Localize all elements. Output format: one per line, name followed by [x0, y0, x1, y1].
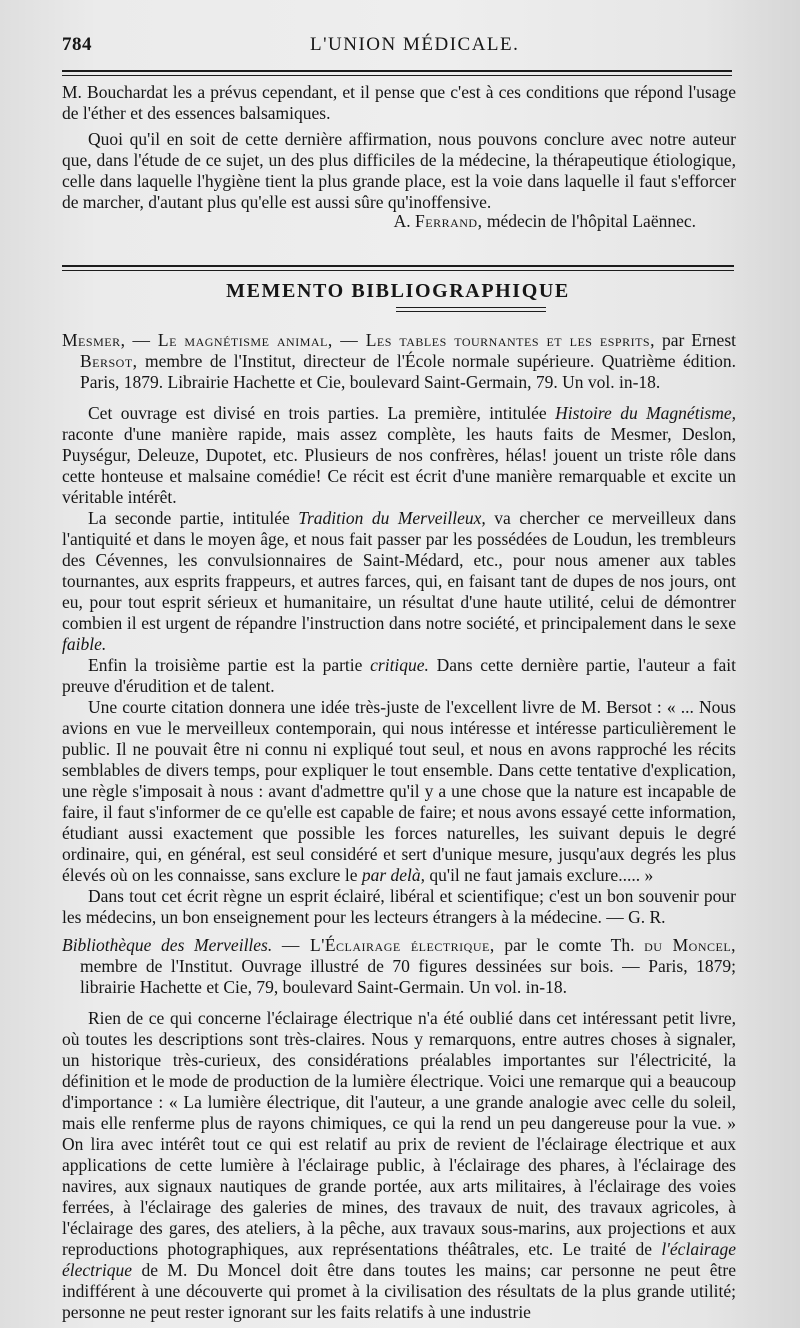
entry-heading	[62, 330, 736, 393]
book-part-title: Tradition du Merveilleux,	[298, 508, 486, 528]
text-run: Cet ouvrage est divisé en trois parties. La première, intitulée	[88, 403, 547, 423]
section-title: MEMENTO BIBLIOGRAPHIQUE	[226, 280, 570, 302]
page-number: 784	[62, 34, 92, 55]
text-run: Rien de ce qui concerne l'éclairage électrique n'a été oublié dans cet intéressant petit livre, où toutes les descriptions sont très-claires. Nous y remarquons, entre autres choses à signaler, un historique très-curieux, des considérations préalables importantes sur l'électricité, la définition et le mode de production de la lumière électrique. Voici une remarque qui a beaucoup d'importance : « La lumière électrique, dit l'auteur, a une grande analogie avec celle du soleil, mais elle renferme plus de rayons chimiques, ce qui la rend un peu dangereuse pour la vue. » On lira avec intérêt tout ce qui est relatif au prix de revient de l'éclairage électrique et aux applications de cette lumière à l'éclairage public, à l'éclairage des phares, à l'éclairage des navires, aux signaux nautiques de grande portée, aux arts militaires, à l'éclairage des voies ferrées, à l'éclairage des galeries de mines, des travaux de nuit, des travaux agricoles, à l'éclairage des gares, des ateliers, à la pêche, aux travaux sous-marins, aux projections et aux reproductions photographiques, aux représentations théâtrales, etc. Le traité de	[62, 1008, 736, 1259]
signature	[62, 211, 736, 232]
paragraph	[62, 697, 736, 886]
section-rule-thin	[62, 270, 734, 271]
entry-author: Mesmer,	[62, 330, 126, 350]
entry-by: par Ernest	[661, 330, 736, 350]
text-run: raconte d'une manière rapide, mais assez complète, les hauts faits de Mesmer, Deslon, Puységur, Deleuze, Dupotet, etc. Plusieurs de nos confrères, hélas! jouent un triste rôle dans cette honteuse et malsaine comédie! Ce récit est écrit d'une manière remarquable et excite un véritable intérêt.	[62, 424, 736, 507]
title-rule	[396, 307, 546, 308]
entry-details: membre de l'Institut, directeur de l'École normale supérieure. Quatrième édition. Paris, 1879. Librairie Hachette et Cie, boulevard Saint-Germain, 79. Un vol. in-18.	[80, 351, 736, 392]
title-rule-thin	[396, 311, 546, 312]
entry-title: — Le magnétisme animal, — Les tables tournantes et les esprits,	[132, 330, 655, 350]
paragraph	[62, 1008, 736, 1323]
book-part-title: Histoire du Magnétisme,	[555, 403, 737, 423]
section-rule	[62, 265, 734, 267]
emphasis: par delà,	[361, 865, 426, 885]
header-rule	[62, 70, 732, 72]
entry-author-name: Bersot,	[80, 351, 138, 371]
paragraph	[62, 403, 736, 508]
emphasis: l'éclairage électrique	[62, 1239, 737, 1280]
entry-by: par le comte Th.	[504, 935, 635, 955]
entry-series: Bibliothèque des Merveilles.	[62, 935, 273, 955]
paragraph: Quoi qu'il en soit de cette dernière affirmation, nous pouvons conclure avec notre auteur que, dans l'étude de ce sujet, un des plus difficiles de la médecine, la thérapeutique étiologique, celle dans laquelle l'hygiène tient la plus grande place, est la voie dans laquelle il faut s'efforcer de marcher, d'autant plus qu'elle est aussi sûre qu'inoffensive.	[62, 129, 736, 212]
bibliographic-entry-eclairage	[62, 935, 736, 1323]
text-run: Enfin la troisième partie est la partie	[88, 655, 363, 675]
running-header	[62, 34, 732, 60]
bibliographic-entry-mesmer	[62, 330, 736, 928]
journal-title: L'UNION MÉDICALE.	[310, 34, 520, 55]
quotation-end: qu'il ne faut jamais exclure..... »	[429, 865, 654, 885]
paragraph: Dans tout cet écrit règne un esprit éclairé, libéral et scientifique; c'est un bon souvenir pour les médecins, un bon enseignement pour les lecteurs étrangers à la médecine. — G. R.	[62, 886, 736, 927]
paragraph	[62, 655, 736, 697]
paragraph: M. Bouchardat les a prévus cependant, et il pense que c'est à ces conditions que répond l'usage de l'éther et des essences balsamiques.	[62, 82, 736, 123]
paragraph	[62, 508, 736, 655]
emphasis: faible.	[62, 634, 107, 654]
header-rule-thin	[62, 75, 732, 76]
emphasis: critique.	[370, 655, 429, 675]
signature-initial: A.	[393, 211, 411, 231]
text-run: va chercher ce merveilleux dans l'antiquité et dans le moyen âge, et nous fait passer par les possédées de Loudun, les trembleurs des Cévennes, les convulsionnaires de Saint-Médard, etc., pour nous amener aux tables tournantes, aux esprits frappeurs, et autres farces, qui, en faisant tant de dupes de nos jours, ont eu, pour tout esprit sérieux et humanitaire, un résultat d'une haute utilité, celui de démontrer combien il est urgent de répandre l'instruction dans notre société, et principalement dans le sexe	[62, 508, 737, 633]
article-conclusion	[62, 82, 736, 232]
text-run: La seconde partie, intitulée	[88, 508, 290, 528]
entry-heading	[62, 935, 736, 998]
text-run: Dans cette dernière partie, l'auteur a fait preuve d'érudition et de talent.	[62, 655, 737, 696]
entry-title: — L'Éclairage électrique,	[281, 935, 495, 955]
text-run: de M. Du Moncel doit être dans toutes les mains; car personne ne peut être indifférent à une découverte qui promet à la civilisation des résultats de la plus grande utilité; personne ne peut rester ignorant sur les faits relatifs à une industrie	[62, 1260, 737, 1322]
entry-details: membre de l'Institut. Ouvrage illustré de 70 figures dessinées sur bois. — Paris, 1879; librairie Hachette et Cie, 79, boulevard Saint-Germain. Un vol. in-18.	[80, 956, 736, 997]
signature-affiliation: médecin de l'hôpital Laënnec.	[486, 211, 696, 231]
signature-name: Ferrand,	[415, 211, 483, 231]
quotation: Une courte citation donnera une idée très-juste de l'excellent livre de M. Bersot : « ... Nous avions en vue le merveilleux contemporain, qui nous intéresse et intéresse particulièrement le public. Il ne pouvait être ni connu ni expliqué tout seul, et nous en avons rapproché les récits semblables de divers temps, pour expliquer le tout ensemble. Dans cette tentative d'explication, une règle s'imposait à nous : avant d'admettre qu'il y a une chose que la nature est incapable de faire, il faut s'informer de ce qu'elle est capable de faire; et nous avons essayé cette information, étudiant aussi exactement que possible les forces naturelles, les suivant depuis le degré ordinaire, qui, en général, est seul considéré et sert d'unique mesure, jusqu'aux degrés les plus élevés où on les connaisse, sans exclure le	[62, 697, 736, 885]
entry-author-name: du Moncel,	[644, 935, 737, 955]
